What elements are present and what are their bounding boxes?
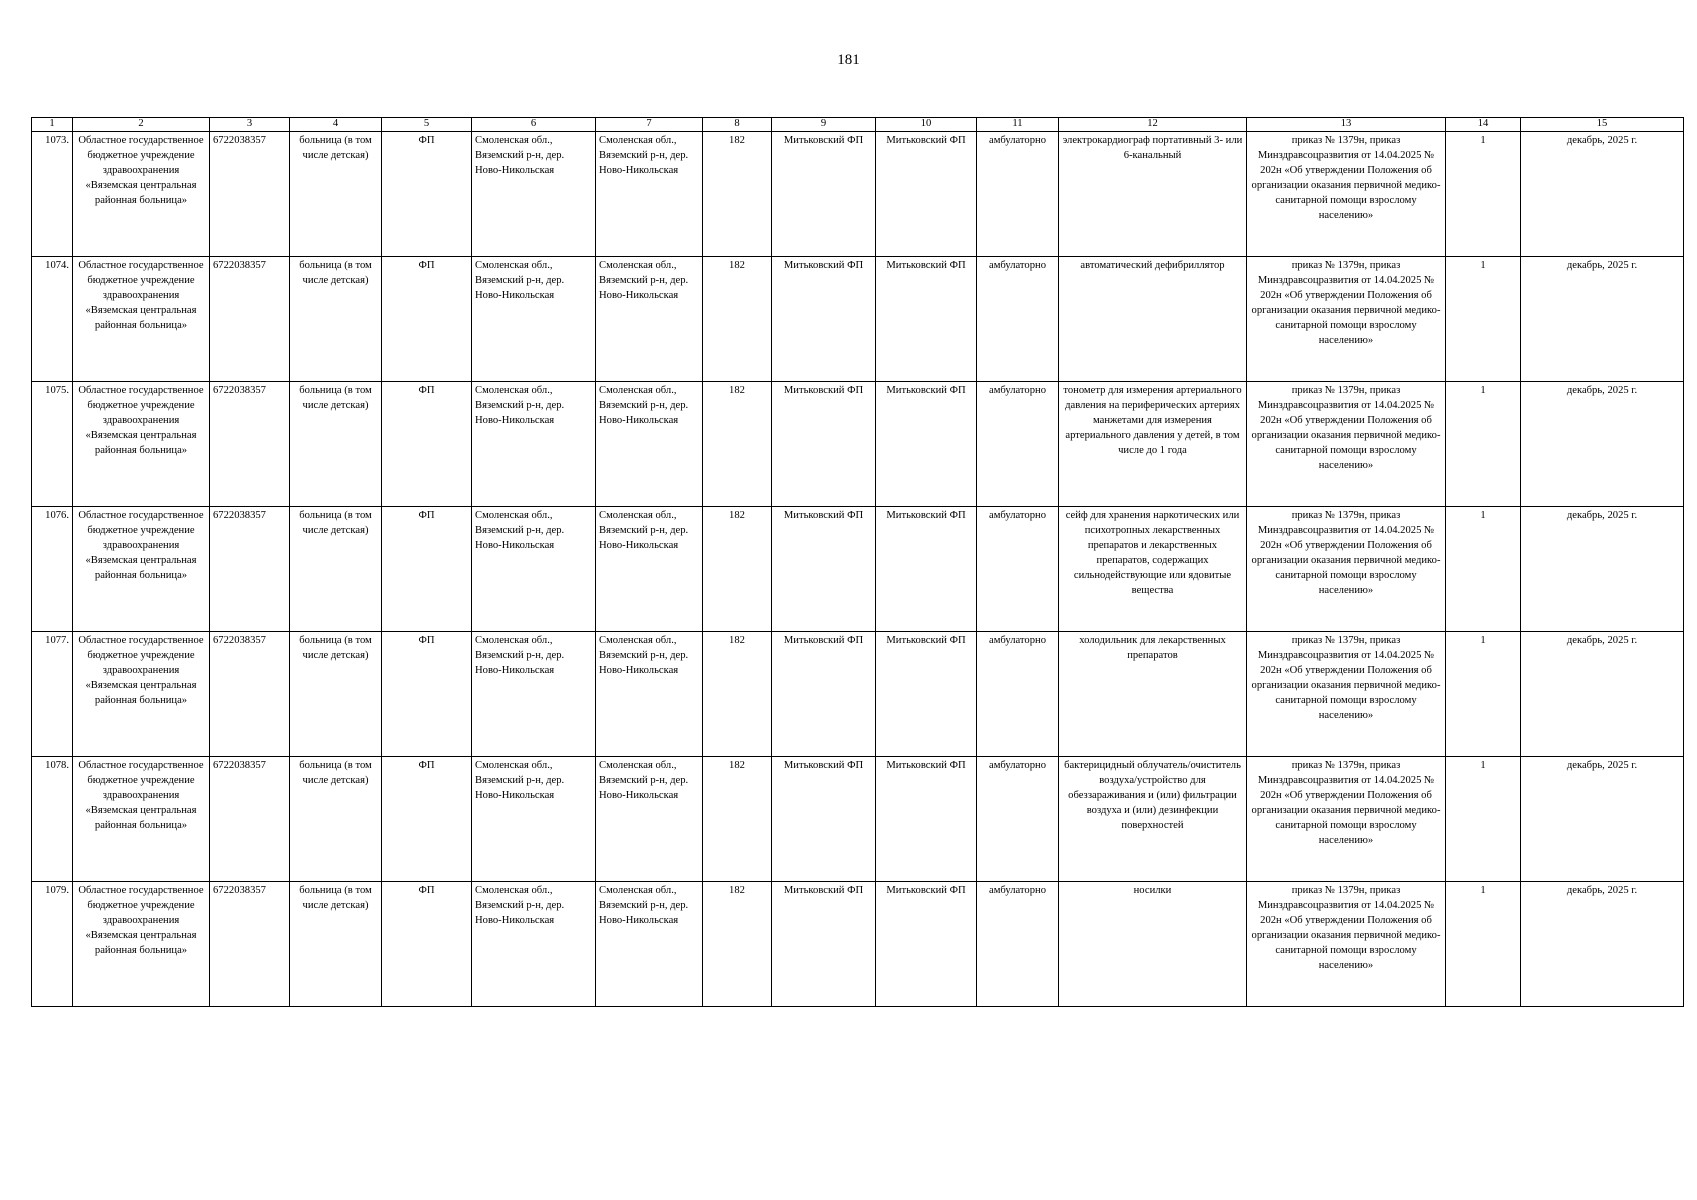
column-header: 6 [472,118,596,132]
inn-cell: 6722038357 [210,382,290,507]
code-cell: 182 [703,507,772,632]
legal-basis-cell: приказ № 1379н, приказ Минздравсоцразвития от 14.04.2025 № 202н «Об утверждении Положения об организации оказания первичной медико-санитарной помощи взрослому населению» [1247,257,1446,382]
unit-type-cell: ФП [382,507,472,632]
column-header: 5 [382,118,472,132]
organization-cell: Областное государственное бюджетное учреждение здравоохранения «Вяземская центральная районная больница» [73,257,210,382]
facility-name-cell: Митьковский ФП [772,757,876,882]
facility-name-cell: Митьковский ФП [772,632,876,757]
address-cell: Смоленская обл., Вяземский р-н, дер. Ново-Никольская [472,757,596,882]
row-number-cell: 1078. [32,757,73,882]
quantity-cell: 1 [1446,757,1521,882]
facility-name-cell: Митьковский ФП [772,382,876,507]
subdivision-name-cell: Митьковский ФП [876,757,977,882]
facility-type-cell: больница (в том числе детская) [290,882,382,1007]
address-cell: Смоленская обл., Вяземский р-н, дер. Ново-Никольская [472,132,596,257]
row-number-cell: 1079. [32,882,73,1007]
unit-type-cell: ФП [382,257,472,382]
equipment-cell: автоматический дефибриллятор [1059,257,1247,382]
subdivision-name-cell: Митьковский ФП [876,382,977,507]
code-cell: 182 [703,757,772,882]
quantity-cell: 1 [1446,507,1521,632]
quantity-cell: 1 [1446,257,1521,382]
unit-type-cell: ФП [382,882,472,1007]
column-header: 1 [32,118,73,132]
column-header: 9 [772,118,876,132]
column-header: 15 [1521,118,1684,132]
inn-cell: 6722038357 [210,132,290,257]
column-header: 14 [1446,118,1521,132]
facility-type-cell: больница (в том числе детская) [290,507,382,632]
facility-type-cell: больница (в том числе детская) [290,382,382,507]
equipment-registry-table [31,117,1684,1007]
location-address-cell: Смоленская обл., Вяземский р-н, дер. Ново-Никольская [596,257,703,382]
facility-type-cell: больница (в том числе детская) [290,632,382,757]
equipment-cell: холодильник для лекарственных препаратов [1059,632,1247,757]
unit-type-cell: ФП [382,382,472,507]
column-header: 4 [290,118,382,132]
organization-cell: Областное государственное бюджетное учреждение здравоохранения «Вяземская центральная районная больница» [73,507,210,632]
organization-cell: Областное государственное бюджетное учреждение здравоохранения «Вяземская центральная районная больница» [73,382,210,507]
address-cell: Смоленская обл., Вяземский р-н, дер. Ново-Никольская [472,507,596,632]
delivery-date-cell: декабрь, 2025 г. [1521,757,1684,882]
delivery-date-cell: декабрь, 2025 г. [1521,882,1684,1007]
equipment-cell: сейф для хранения наркотических или психотропных лекарственных препаратов и лекарственных препаратов, содержащих сильнодействующие или ядовитые вещества [1059,507,1247,632]
delivery-date-cell: декабрь, 2025 г. [1521,132,1684,257]
unit-type-cell: ФП [382,632,472,757]
unit-type-cell: ФП [382,132,472,257]
code-cell: 182 [703,382,772,507]
subdivision-name-cell: Митьковский ФП [876,257,977,382]
address-cell: Смоленская обл., Вяземский р-н, дер. Ново-Никольская [472,882,596,1007]
table-row [32,257,1684,382]
inn-cell: 6722038357 [210,757,290,882]
care-condition-cell: амбулаторно [977,632,1059,757]
care-condition-cell: амбулаторно [977,882,1059,1007]
code-cell: 182 [703,632,772,757]
quantity-cell: 1 [1446,132,1521,257]
column-header: 8 [703,118,772,132]
inn-cell: 6722038357 [210,882,290,1007]
delivery-date-cell: декабрь, 2025 г. [1521,632,1684,757]
equipment-cell: бактерицидный облучатель/очиститель воздуха/устройство для обеззараживания и (или) фильтрации воздуха и (или) дезинфекции поверхностей [1059,757,1247,882]
unit-type-cell: ФП [382,757,472,882]
row-number-cell: 1077. [32,632,73,757]
inn-cell: 6722038357 [210,507,290,632]
location-address-cell: Смоленская обл., Вяземский р-н, дер. Ново-Никольская [596,882,703,1007]
facility-name-cell: Митьковский ФП [772,257,876,382]
code-cell: 182 [703,257,772,382]
column-header: 10 [876,118,977,132]
facility-type-cell: больница (в том числе детская) [290,132,382,257]
table-body [32,118,1684,1007]
legal-basis-cell: приказ № 1379н, приказ Минздравсоцразвития от 14.04.2025 № 202н «Об утверждении Положения об организации оказания первичной медико-санитарной помощи взрослому населению» [1247,382,1446,507]
subdivision-name-cell: Митьковский ФП [876,132,977,257]
code-cell: 182 [703,882,772,1007]
facility-type-cell: больница (в том числе детская) [290,257,382,382]
location-address-cell: Смоленская обл., Вяземский р-н, дер. Ново-Никольская [596,632,703,757]
column-number-header-row [32,118,1684,132]
table-row [32,757,1684,882]
delivery-date-cell: декабрь, 2025 г. [1521,257,1684,382]
location-address-cell: Смоленская обл., Вяземский р-н, дер. Ново-Никольская [596,507,703,632]
legal-basis-cell: приказ № 1379н, приказ Минздравсоцразвития от 14.04.2025 № 202н «Об утверждении Положения об организации оказания первичной медико-санитарной помощи взрослому населению» [1247,632,1446,757]
organization-cell: Областное государственное бюджетное учреждение здравоохранения «Вяземская центральная районная больница» [73,132,210,257]
table-row [32,507,1684,632]
facility-name-cell: Митьковский ФП [772,507,876,632]
legal-basis-cell: приказ № 1379н, приказ Минздравсоцразвития от 14.04.2025 № 202н «Об утверждении Положения об организации оказания первичной медико-санитарной помощи взрослому населению» [1247,132,1446,257]
code-cell: 182 [703,132,772,257]
legal-basis-cell: приказ № 1379н, приказ Минздравсоцразвития от 14.04.2025 № 202н «Об утверждении Положения об организации оказания первичной медико-санитарной помощи взрослому населению» [1247,882,1446,1007]
care-condition-cell: амбулаторно [977,507,1059,632]
table-row [32,632,1684,757]
location-address-cell: Смоленская обл., Вяземский р-н, дер. Ново-Никольская [596,382,703,507]
subdivision-name-cell: Митьковский ФП [876,632,977,757]
care-condition-cell: амбулаторно [977,257,1059,382]
location-address-cell: Смоленская обл., Вяземский р-н, дер. Ново-Никольская [596,132,703,257]
address-cell: Смоленская обл., Вяземский р-н, дер. Ново-Никольская [472,257,596,382]
delivery-date-cell: декабрь, 2025 г. [1521,382,1684,507]
column-header: 2 [73,118,210,132]
column-header: 11 [977,118,1059,132]
facility-name-cell: Митьковский ФП [772,882,876,1007]
table-row [32,132,1684,257]
quantity-cell: 1 [1446,382,1521,507]
column-header: 12 [1059,118,1247,132]
column-header: 13 [1247,118,1446,132]
address-cell: Смоленская обл., Вяземский р-н, дер. Ново-Никольская [472,382,596,507]
row-number-cell: 1075. [32,382,73,507]
table-row [32,382,1684,507]
inn-cell: 6722038357 [210,632,290,757]
equipment-cell: тонометр для измерения артериального давления на периферических артериях манжетами для измерения артериального давления у детей, в том числе до 1 года [1059,382,1247,507]
facility-name-cell: Митьковский ФП [772,132,876,257]
row-number-cell: 1076. [32,507,73,632]
facility-type-cell: больница (в том числе детская) [290,757,382,882]
delivery-date-cell: декабрь, 2025 г. [1521,507,1684,632]
care-condition-cell: амбулаторно [977,382,1059,507]
row-number-cell: 1073. [32,132,73,257]
inn-cell: 6722038357 [210,257,290,382]
column-header: 7 [596,118,703,132]
column-header: 3 [210,118,290,132]
subdivision-name-cell: Митьковский ФП [876,882,977,1007]
subdivision-name-cell: Митьковский ФП [876,507,977,632]
care-condition-cell: амбулаторно [977,132,1059,257]
organization-cell: Областное государственное бюджетное учреждение здравоохранения «Вяземская центральная районная больница» [73,882,210,1007]
table-row [32,882,1684,1007]
equipment-cell: электрокардиограф портативный 3- или 6-канальный [1059,132,1247,257]
quantity-cell: 1 [1446,882,1521,1007]
row-number-cell: 1074. [32,257,73,382]
organization-cell: Областное государственное бюджетное учреждение здравоохранения «Вяземская центральная районная больница» [73,757,210,882]
quantity-cell: 1 [1446,632,1521,757]
page-number: 181 [837,52,860,68]
legal-basis-cell: приказ № 1379н, приказ Минздравсоцразвития от 14.04.2025 № 202н «Об утверждении Положения об организации оказания первичной медико-санитарной помощи взрослому населению» [1247,757,1446,882]
legal-basis-cell: приказ № 1379н, приказ Минздравсоцразвития от 14.04.2025 № 202н «Об утверждении Положения об организации оказания первичной медико-санитарной помощи взрослому населению» [1247,507,1446,632]
location-address-cell: Смоленская обл., Вяземский р-н, дер. Ново-Никольская [596,757,703,882]
equipment-cell: носилки [1059,882,1247,1007]
address-cell: Смоленская обл., Вяземский р-н, дер. Ново-Никольская [472,632,596,757]
organization-cell: Областное государственное бюджетное учреждение здравоохранения «Вяземская центральная районная больница» [73,632,210,757]
care-condition-cell: амбулаторно [977,757,1059,882]
